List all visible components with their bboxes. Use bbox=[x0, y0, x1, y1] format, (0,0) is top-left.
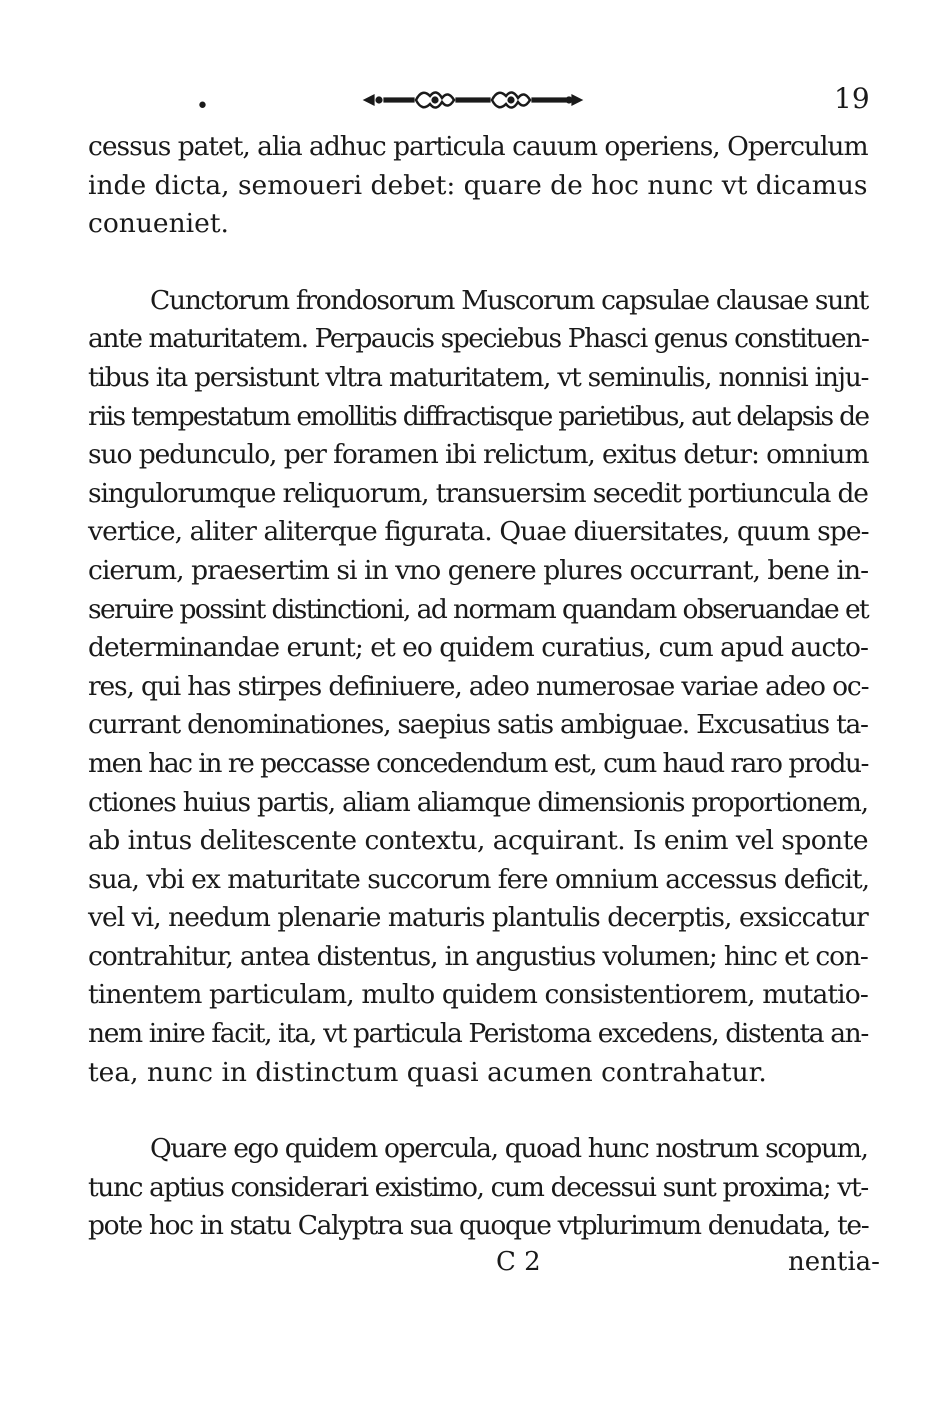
paragraph-3 bbox=[88, 1130, 868, 1246]
text-line: vel vi, needum plenarie maturis plantulis decerptis, exsiccatur bbox=[88, 902, 868, 934]
text-line: singulorumque reliquorum, transuersim secedit portiuncula de bbox=[88, 477, 868, 509]
text-line: ab intus delitescente contextu, acquirant. Is enim vel sponte bbox=[88, 825, 868, 857]
text-line: contrahitur, antea distentus, in angustius volumen; hinc et con- bbox=[88, 940, 868, 972]
text-line: pote hoc in statu Calyptra sua quoque vtplurimum denudata, te- bbox=[88, 1210, 869, 1242]
text-line: riis tempestatum emollitis diffractisque parietibus, aut delapsis de bbox=[88, 400, 869, 432]
paragraph-gap bbox=[88, 244, 868, 282]
catchword: nentia- bbox=[788, 1247, 880, 1277]
text-line: ctiones huius partis, aliam aliamque dimensionis proportionem, bbox=[88, 786, 868, 818]
page-number: 19 bbox=[834, 82, 870, 115]
paragraph-gap bbox=[88, 1092, 868, 1130]
text-line: conueniet. bbox=[88, 208, 229, 240]
text-line: inde dicta, semoueri debet: quare de hoc nunc vt dicamus bbox=[88, 169, 868, 201]
paragraph-1 bbox=[88, 128, 868, 244]
text-line: men hac in re peccasse concedendum est, cum haud raro produ- bbox=[88, 747, 868, 779]
text-line: cierum, praesertim si in vno genere plures occurrant, bene in- bbox=[88, 554, 869, 586]
text-line: currant denominationes, saepius satis ambiguae. Excusatius ta- bbox=[88, 709, 868, 741]
text-line: vertice, aliter aliterque figurata. Quae diuersitates, quum spe- bbox=[88, 516, 869, 548]
text-line: tunc aptius considerari existimo, cum decessui sunt proxima; vt- bbox=[88, 1171, 868, 1203]
text-line: cessus patet, alia adhuc particula cauum operiens, Operculum bbox=[88, 131, 868, 162]
header-dot: • bbox=[196, 94, 209, 119]
text-line: Cunctorum frondosorum Muscorum capsulae clausae sunt bbox=[150, 284, 869, 316]
text-line: tea, nunc in distinctum quasi acumen contrahatur. bbox=[88, 1056, 767, 1088]
text-line: seruire possint distinctioni, ad normam quandam obseruandae et bbox=[88, 593, 869, 625]
text-line: determinandae erunt; et eo quidem curatius, cum apud aucto- bbox=[88, 632, 869, 664]
paragraph-2 bbox=[88, 282, 868, 1092]
text-line: sua, vbi ex maturitate succorum fere omnium accessus deficit, bbox=[88, 863, 870, 895]
text-line: suo pedunculo, per foramen ibi relictum, exitus detur: omnium bbox=[88, 439, 869, 471]
text-line: tinentem particulam, multo quidem consistentiorem, mutatio- bbox=[88, 979, 868, 1011]
text-line: ante maturitatem. Perpaucis speciebus Phasci genus constituen- bbox=[88, 323, 869, 355]
ornament-icon bbox=[360, 86, 586, 112]
text-line: nem inire facit, ita, vt particula Peristoma excedens, distenta an- bbox=[88, 1018, 868, 1050]
body-text bbox=[88, 128, 868, 1246]
signature-mark: C 2 bbox=[496, 1247, 541, 1277]
page-footer bbox=[0, 1247, 930, 1287]
text-line: tibus ita persistunt vltra maturitatem, vt seminulis, nonnisi inju- bbox=[88, 361, 869, 393]
text-line: res, qui has stirpes definiuere, adeo numerosae variae adeo oc- bbox=[88, 670, 869, 702]
page-header bbox=[0, 82, 930, 118]
text-line: Quare ego quidem opercula, quoad hunc nostrum scopum, bbox=[150, 1133, 868, 1165]
